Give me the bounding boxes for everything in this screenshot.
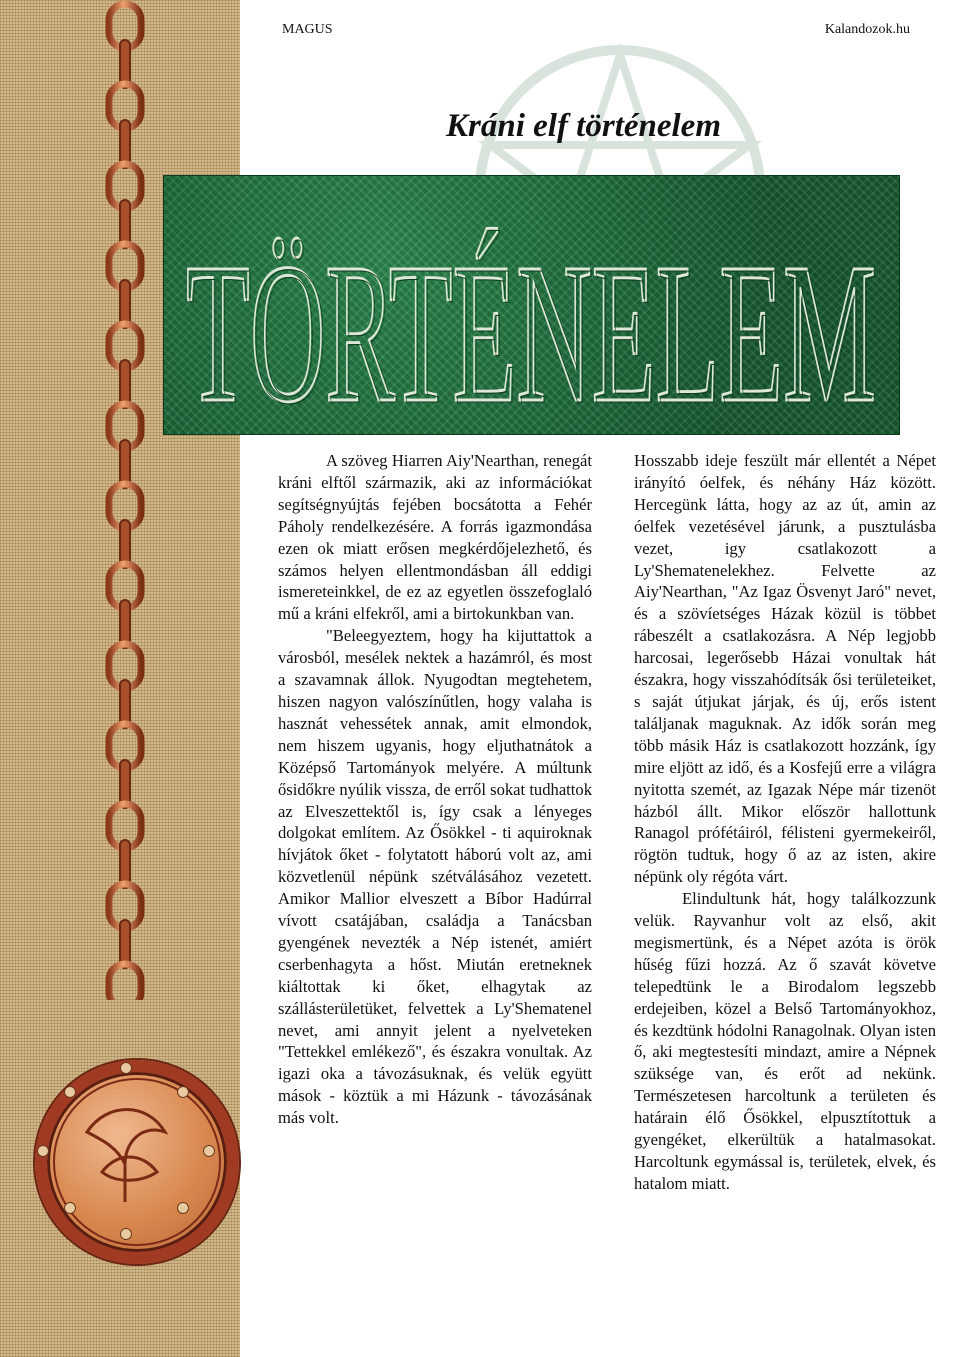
paragraph: A szöveg Hiarren Aiy'Nearthan, renegát kráni elftől származik, aki az információkat segítségnyújtás fejében bocsátotta a Fehér Páholy rendelkezésére. A forrás igazmondása ezen ok miatt erősen megkérdőjelezhető, és számos helyen ellentmondásban áll eddigi ismereteinkkel, de ez az egyetlen összefoglaló mű a kráni elfekről, ami a birtokunkban van.	[278, 451, 592, 624]
banner-text-shadow: TÖRTÉNELEM	[188, 225, 878, 435]
medallion-emblem	[35, 1060, 239, 1264]
paragraph: Hosszabb ideje feszült már ellentét a Népet irányító óelfek, és néhány Ház között. Hercegünk látta, hogy az az út, amin az óelfek vezetésével járunk, a pusztulásba vezet, igy csatlakozott a Ly'Shematenelekhez. Felvette az Aiy'Nearthan, "Az Igaz Ösvenyt Jaró" nevet, és a szövíetséges Házak közül is többet rábeszélt a csatlakozásra. A Nép legjobb harcosai, legerősebb Házai vonultak hát északra, hogy visszahódítsák ősi területeiket, s saját útjukat járjak, és új, erős istent találjanak maguknak. Az idők során meg több másik Ház is csatlakozott hozzánk, így mire eljött az idő, és a Kosfejű erre a világra nyitotta szemét, az Igazak Népe már tizenöt házból állt. Mikor először hallottunk Ranagol prófétáiról, félisteni gyermekeiről, rögtön tudtuk, hogy ő az az isten, akire népünk oly régóta várt.	[634, 451, 936, 887]
page-title: Kráni elf történelem	[446, 108, 721, 144]
chain-link	[109, 964, 141, 1000]
paragraph: "Beleegyeztem, hogy ha kijuttattok a városból, mesélek nektek a hazámról, és most a szavamnak állok. Nyugodtan megtehetem, hiszen nagyon valószínűtlen, hogy valaha is hasznát vehessétek annak, amit elmondok, nem hiszem ugyanis, hogy eljuthatnátok a Középső Tartományok melyére. A múltunk ősidőkre nyúlik vissza, de erről sokat tudhattok az Elveszettektől is, így csak a lényeges dolgokat említem. Az Ősökkel - ti aquiroknak hívjátok őket - folytatott háború volt az, ami közvetlenül népünk szétválásához vezetett. Amikor Mallior elveszett a Bíbor Hadúrral vívott csatájában, családja a Tanácsban gyengének nevezték a Nép istenét, amiért cserbenhagyta a hőst. Miután eretneknek kiáltottak ki őket, elhagytak az szállásterületüket, felvettek a Ly'Shematenel nevet, ami annyit jelent a nyelveteken "Tettekkel emlékező", és északra vonultak. Az igazi oka a távozásuknak, és velük együtt mások - köztük a mi Házunk - távozásának más volt.	[278, 626, 592, 1128]
header-left: MAGUS	[282, 22, 333, 37]
header-right: Kalandozok.hu	[824, 22, 910, 37]
right-column	[634, 450, 936, 1195]
chain-illustration	[95, 0, 155, 1000]
paragraph: Elindultunk hát, hogy találkozzunk velük. Rayvanhur volt az első, akit megismertünk, és a Népet azóta is örök hűség fűzi hozzá. Az ő szavát követve telepedtünk le a Birodalom legszebb erdejeiben, közel a Belső Tartományokhoz, és kezdtünk hódolni Ranagolnak. Olyan isten ő, aki megtestesíti mindazt, amire a Népnek szüksége van, és erőt ad nekünk. Természetesen harcoltunk a területen és határain élő Ősökkel, elpusztítottuk a gyengéket, elkerültük a hatalmasokat. Harcoltunk egymással is, területek, elvek, és hatalom miatt.	[634, 889, 936, 1193]
title-banner	[163, 175, 900, 435]
banner-text: TÖRTÉNELEM	[186, 223, 876, 435]
left-column	[278, 450, 592, 1129]
